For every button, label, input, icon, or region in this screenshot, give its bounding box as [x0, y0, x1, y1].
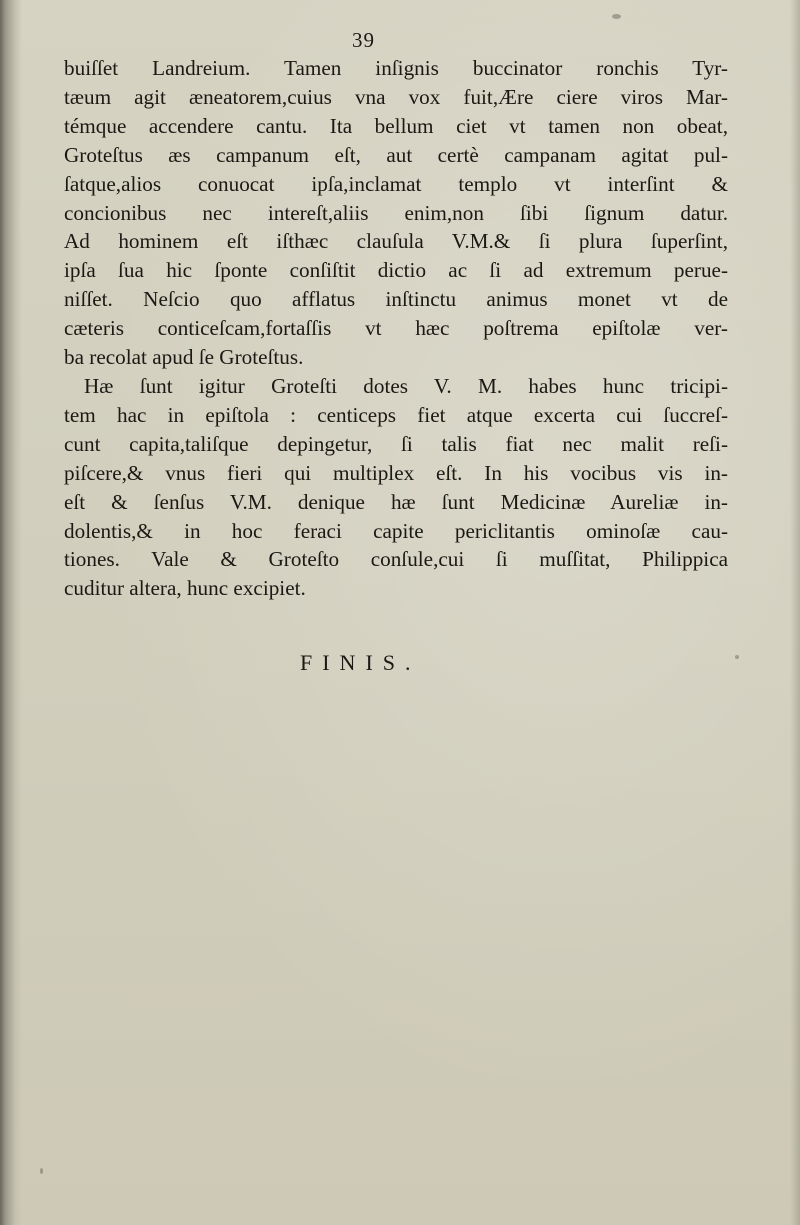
- text-line: niſſet. Neſcio quo afflatus inſtinctu animus monet vt de: [64, 287, 728, 312]
- text-line: eſt & ſenſus V.M. denique hæ ſunt Medicinæ Aureliæ in-: [64, 489, 728, 514]
- text-line: cæteris conticeſcam,fortaſſis vt hæc poſtrema epiſtolæ ver-: [64, 316, 728, 341]
- text-line: Ad hominem eſt iſthæc clauſula V.M.& ſi plura ſuperſint,: [64, 229, 728, 254]
- text-line: concionibus nec intereſt,aliis enim,non ſibi ſignum datur.: [64, 200, 728, 225]
- text-line: tiones. Vale & Groteſto conſule,cui ſi muſſitat, Philippica: [64, 547, 728, 572]
- body-text: [64, 54, 728, 603]
- paper-speck: [735, 655, 739, 659]
- text-line: buiſſet Landreium. Tamen inſignis buccinator ronchis Tyr-: [64, 56, 728, 80]
- page-number: 39: [352, 28, 375, 52]
- text-line: ſatque,alios conuocat ipſa,inclamat templo vt interſint &: [64, 171, 728, 196]
- text-line: ipſa ſua hic ſponte conſiſtit dictio ac ſi ad extremum perue-: [64, 258, 728, 283]
- text-line: Hæ ſunt igitur Groteſti dotes V. M. habes hunc tricipi-: [84, 373, 728, 398]
- text-line: témque accendere cantu. Ita bellum ciet vt tamen non obeat,: [64, 113, 728, 138]
- text-line: cunt capita,taliſque depingetur, ſi talis fiat nec malit reſi-: [64, 431, 728, 456]
- text-line: ba recolat apud ſe Groteſtus.: [64, 345, 304, 370]
- text-line: piſcere,& vnus fieri qui multiplex eſt. In his vocibus vis in-: [64, 460, 728, 485]
- paper-speck: [612, 14, 621, 19]
- text-line: dolentis,& in hoc feraci capite periclitantis ominoſæ cau-: [64, 518, 728, 543]
- text-line: Groteſtus æs campanum eſt, aut certè campanam agitat pul-: [64, 142, 728, 167]
- text-line: tæum agit æneatorem,cuius vna vox fuit,Ære ciere viros Mar-: [64, 84, 728, 109]
- text-line: tem hac in epiſtola : centiceps fiet atque excerta cui ſuccreſ-: [64, 402, 728, 427]
- finis-heading: FINIS.: [300, 650, 421, 675]
- text-line: cuditur altera, hunc excipiet.: [64, 576, 306, 601]
- page-edge: [790, 0, 800, 1225]
- binding-shadow: [0, 0, 22, 1225]
- paper-speck: [40, 1168, 43, 1174]
